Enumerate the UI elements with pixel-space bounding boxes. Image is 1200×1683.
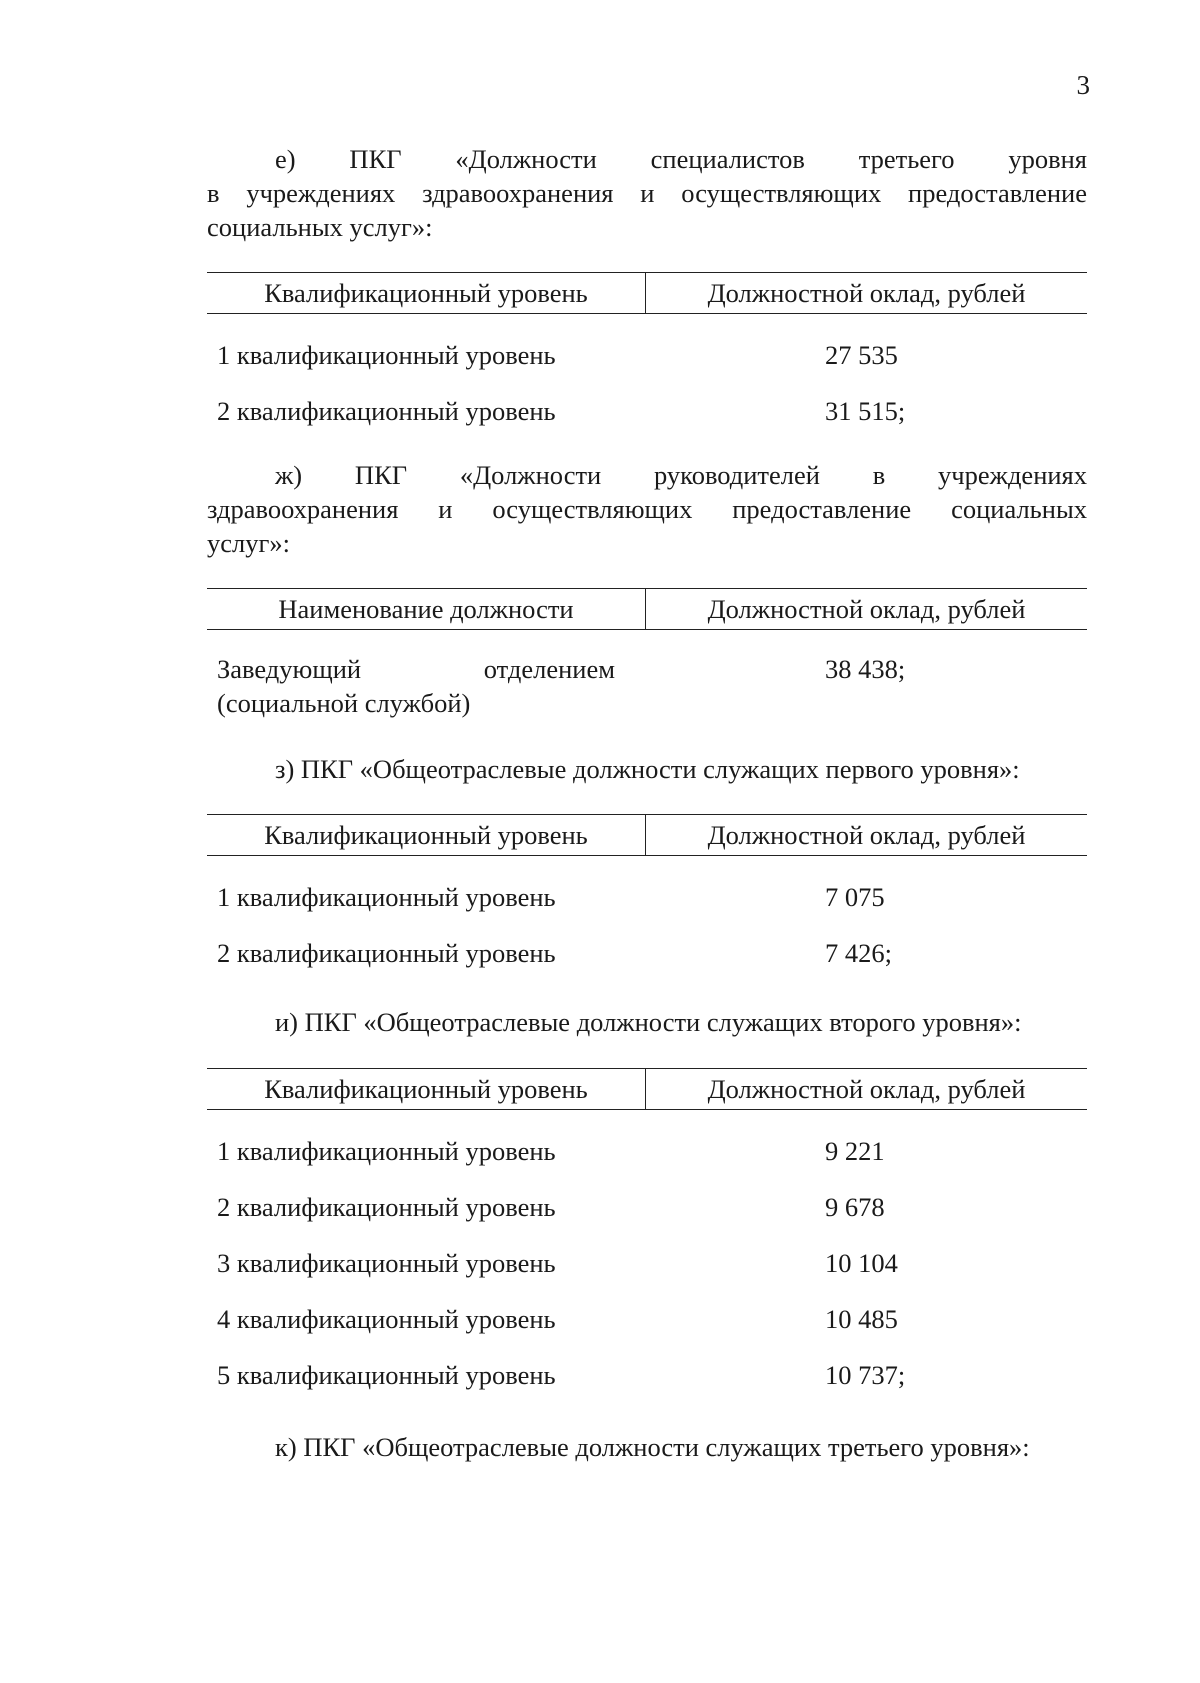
row-label-line1: Заведующий отделением xyxy=(217,654,615,684)
row-value: 27 535 xyxy=(825,340,898,370)
section-e-heading-line1: е) ПКГ «Должности специалистов третьего уровня xyxy=(275,144,1087,174)
row-label: 5 квалификационный уровень xyxy=(217,1360,556,1390)
row-label: 2 квалификационный уровень xyxy=(217,938,556,968)
table-header xyxy=(207,814,1087,856)
row-label: 2 квалификационный уровень xyxy=(217,396,556,426)
table-row xyxy=(207,338,1087,372)
row-value: 38 438; xyxy=(825,654,906,684)
section-z-heading: з) ПКГ «Общеотраслевые должности служащих первого уровня»: xyxy=(275,754,1020,784)
section-i-heading: и) ПКГ «Общеотраслевые должности служащих второго уровня»: xyxy=(275,1007,1022,1037)
table-header xyxy=(207,588,1087,630)
table-row xyxy=(207,1358,1087,1392)
header-salary: Должностной оклад, рублей xyxy=(707,1073,1026,1104)
header-position: Наименование должности xyxy=(207,589,646,629)
row-value: 7 426; xyxy=(825,938,892,968)
header-level: Квалификационный уровень xyxy=(207,273,646,313)
table-row xyxy=(207,1302,1087,1336)
section-zh-heading-line2: здравоохранения и осуществляющих предоставление социальных xyxy=(207,494,1087,524)
header-level: Квалификационный уровень xyxy=(207,815,646,855)
row-label: 3 квалификационный уровень xyxy=(217,1248,556,1278)
row-value: 9 221 xyxy=(825,1136,885,1166)
row-label: 2 квалификационный уровень xyxy=(217,1192,556,1222)
page-number: 3 xyxy=(1076,70,1090,100)
table-row xyxy=(207,1134,1087,1168)
header-salary: Должностной оклад, рублей xyxy=(707,819,1026,850)
section-zh-heading xyxy=(207,458,1087,560)
table-z xyxy=(207,814,1087,970)
header-salary: Должностной оклад, рублей xyxy=(707,593,1026,624)
row-value: 10 485 xyxy=(825,1304,898,1334)
section-k-heading: к) ПКГ «Общеотраслевые должности служащих третьего уровня»: xyxy=(275,1432,1030,1462)
table-row xyxy=(207,1246,1087,1280)
section-zh-heading-line1: ж) ПКГ «Должности руководителей в учреждениях xyxy=(275,460,1087,490)
table-e xyxy=(207,272,1087,428)
header-level: Квалификационный уровень xyxy=(207,1069,646,1109)
header-salary: Должностной оклад, рублей xyxy=(707,277,1026,308)
row-value: 10 737; xyxy=(825,1360,906,1390)
row-label: 1 квалификационный уровень xyxy=(217,340,556,370)
table-row xyxy=(207,1190,1087,1224)
row-label: 1 квалификационный уровень xyxy=(217,1136,556,1166)
row-value: 7 075 xyxy=(825,882,885,912)
table-header xyxy=(207,1068,1087,1110)
table-row xyxy=(207,936,1087,970)
row-label: 4 квалификационный уровень xyxy=(217,1304,556,1334)
table-header xyxy=(207,272,1087,314)
table-row xyxy=(207,880,1087,914)
table-row xyxy=(207,394,1087,428)
row-value: 31 515; xyxy=(825,396,906,426)
row-label xyxy=(207,652,645,720)
row-value: 9 678 xyxy=(825,1192,885,1222)
row-value: 10 104 xyxy=(825,1248,898,1278)
section-e-heading-rest: в учреждениях здравоохранения и осуществляющих предоставление социальных услуг»: xyxy=(207,178,1087,242)
section-e-heading xyxy=(207,142,1087,244)
row-label: 1 квалификационный уровень xyxy=(217,882,556,912)
table-zh xyxy=(207,588,1087,720)
table-i xyxy=(207,1068,1087,1392)
row-label-line2: (социальной службой) xyxy=(217,688,471,718)
section-zh-heading-line3: услуг»: xyxy=(207,528,290,558)
table-row xyxy=(207,652,1087,720)
